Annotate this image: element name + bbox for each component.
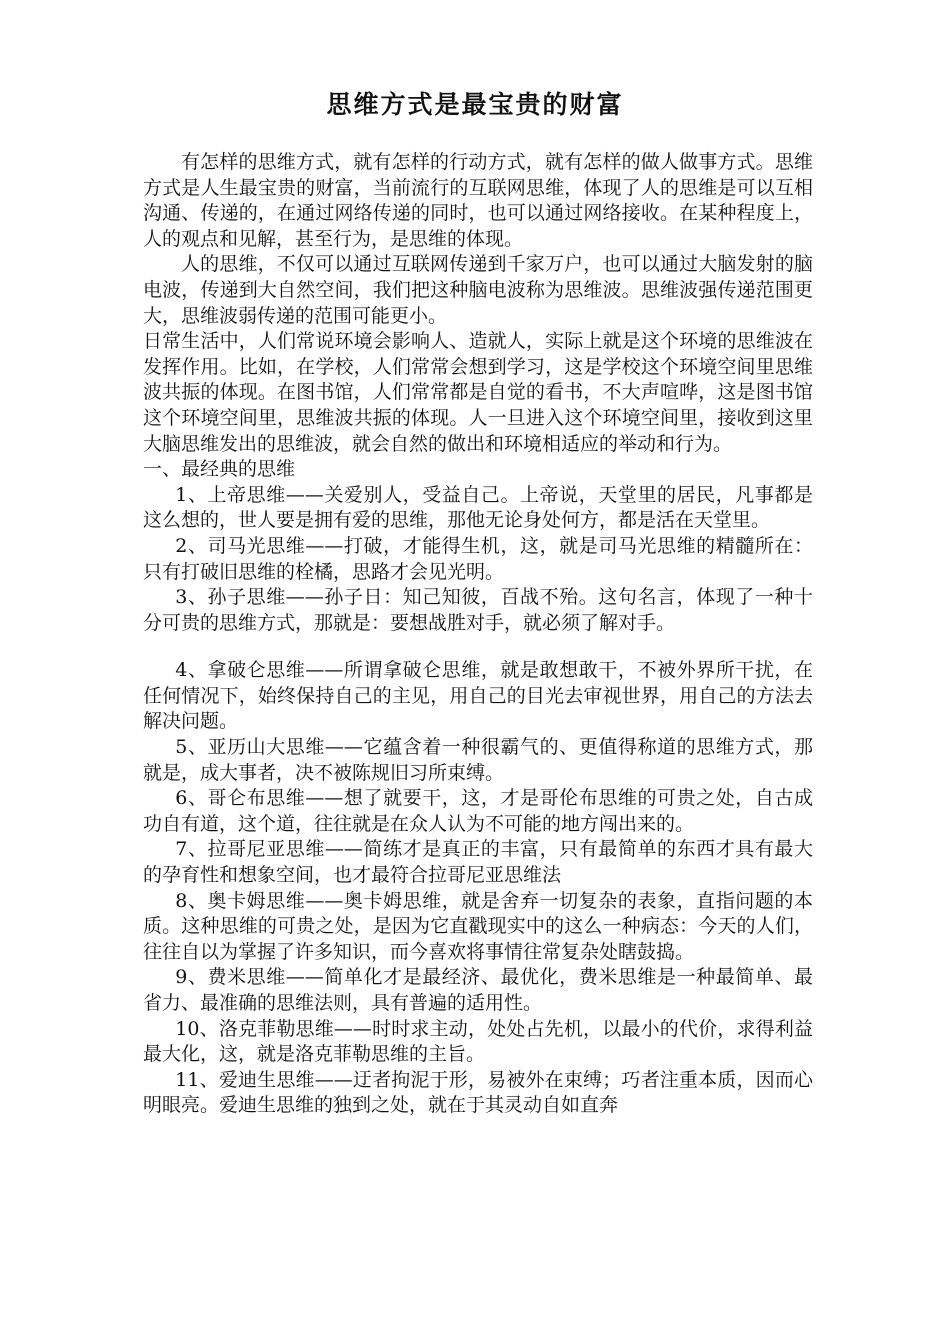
list-item-occam: 8、奥卡姆思维——奥卡姆思维，就是舍弃一切复杂的表象，直指问题的本质。这种思维的可贵之处，是因为它直戳现实中的这么一种病态：今天的人们，往往自以为掌握了许多知识，而今喜欢将事情往常复杂处瞎鼓捣。: [143, 889, 813, 963]
list-item-napoleon: 4、拿破仑思维——所谓拿破仑思维，就是敢想敢干，不被外界所干扰，在任何情况下，始终保持自己的主见，用自己的目光去审视世界，用自己的方法去解决问题。: [143, 659, 813, 733]
list-item-god: 1、上帝思维——关爱别人，受益自己。上帝说，天堂里的居民，凡事都是这么想的，世人要是拥有爱的思维，那他无论身处何方，都是活在天堂里。: [143, 483, 813, 532]
paragraph-brainwave: 人的思维，不仅可以通过互联网传递到千家万户，也可以通过大脑发射的脑电波，传递到大自然空间，我们把这种脑电波称为思维波。思维波强传递范围更大，思维波弱传递的范围可能更小。: [143, 253, 813, 327]
list-item-sunzi: 3、孙子思维——孙子日：知己知彼，百战不殆。这句名言，体现了一种十分可贵的思维方式，那就是：要想战胜对手，就必须了解对手。: [143, 586, 813, 634]
list-item-simaguang: 2、司马光思维——打破，才能得生机，这，就是司马光思维的精髓所在：只有打破旧思维的栓橘，思路才会见光明。: [143, 534, 813, 583]
paragraph-environment: 日常生活中，人们常说环境会影响人、造就人，实际上就是这个环境的思维波在发挥作用。比如，在学校，人们常常会想到学习，这是学校这个环境空间里思维波共振的体现。在图书馆，人们常常都是自觉的看书，不大声喧哗，这是图书馆这个环境空间里，思维波共振的体现。人一旦进入这个环境空间里，接收到这里大脑思维发出的思维波，就会自然的做出和环境相适应的举动和行为。: [143, 330, 813, 455]
list-item-edison: 11、爱迪生思维——迂者拘泥于形，易被外在束缚；巧者注重本质，因而心明眼亮。爱迪生思维的独到之处，就在于其灵动自如直奔: [143, 1068, 813, 1117]
document-title: 思维方式是最宝贵的财富: [326, 90, 624, 119]
list-item-columbus: 6、哥仑布思维——想了就要干，这，才是哥伦布思维的可贵之处，自古成功自有道，这个道，往往就是在众人认为不可能的地方闯出来的。: [143, 787, 813, 835]
paragraph-intro: 有怎样的思维方式，就有怎样的行动方式，就有怎样的做人做事方式。思维方式是人生最宝贵的财富，当前流行的互联网思维，体现了人的思维是可以互相沟通、传递的，在通过网络传递的同时，也可以通过网络接收。在某种程度上，人的观点和见解，甚至行为，是思维的体现。: [143, 151, 813, 250]
list-item-alexander: 5、亚历山大思维——它蕴含着一种很霸气的、更值得称道的思维方式，那就是，成大事者，决不被陈规旧习所束缚。: [143, 736, 813, 784]
list-item-fermi: 9、费米思维——简单化才是最经济、最优化，费米思维是一种最简单、最省力、最准确的思维法则，具有普遍的适用性。: [143, 966, 813, 1014]
list-item-rockefeller: 10、洛克菲勒思维——时时求主动，处处占先机，以最小的代价，求得利益最大化，这，就是洛克菲勒思维的主旨。: [143, 1017, 813, 1066]
section-heading: 一、最经典的思维: [143, 458, 296, 481]
document-body: [143, 150, 813, 1119]
list-item-laconia: 7、拉哥尼亚思维——简练才是真正的丰富，只有最简单的东西才具有最大的孕育性和想象空间，也才最符合拉哥尼亚思维法: [143, 838, 813, 887]
